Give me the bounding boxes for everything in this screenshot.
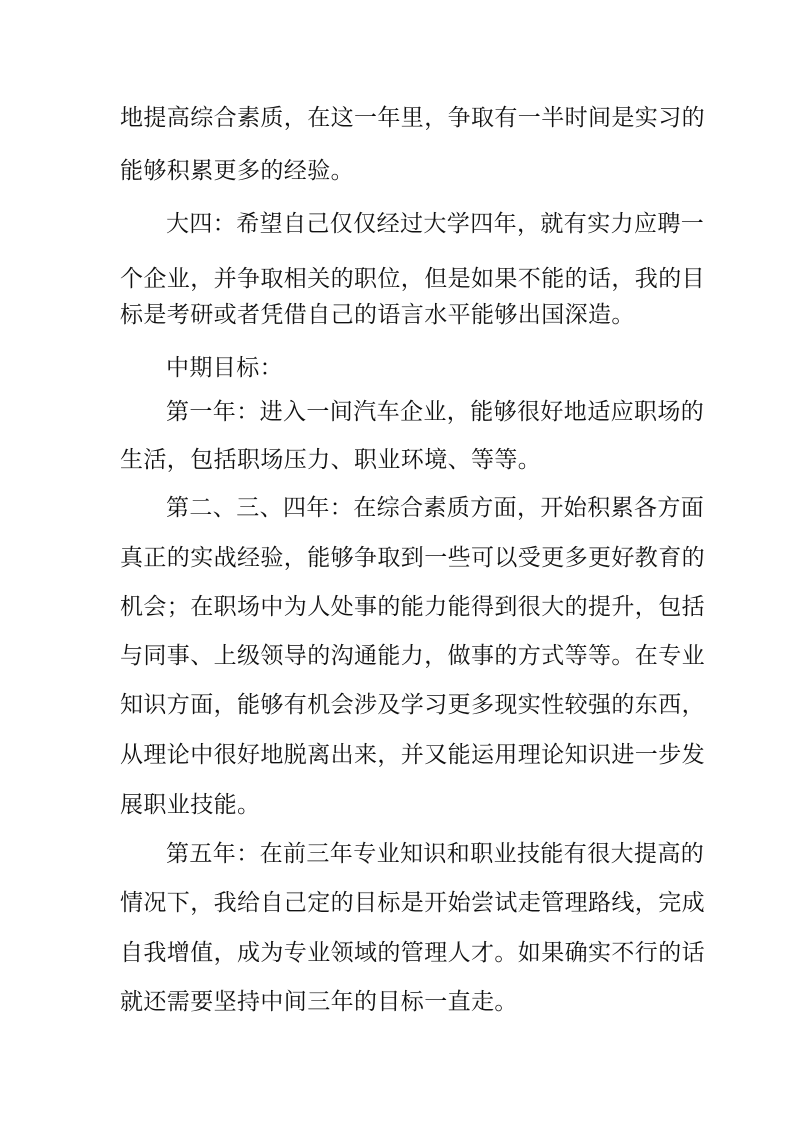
text-line: 能够积累更多的经验。 bbox=[120, 158, 354, 184]
text-line: 大四：希望自己仅仅经过大学四年，就有实力应聘一 bbox=[166, 211, 705, 237]
text-line: 生活，包括职场压力、职业环境、等等。 bbox=[120, 447, 542, 473]
text-line: 标是考研或者凭借自己的语言水平能够出国深造。 bbox=[120, 302, 635, 328]
text-line: 真正的实战经验，能够争取到一些可以受更多更好教育的 bbox=[120, 545, 705, 571]
text-line: 第二、三、四年：在综合素质方面，开始积累各方面 bbox=[166, 495, 705, 521]
text-line: 第一年：进入一间汽车企业，能够很好地适应职场的 bbox=[166, 399, 705, 425]
text-line: 地提高综合素质，在这一年里，争取有一半时间是实习的 bbox=[120, 105, 705, 131]
section-heading: 中期目标： bbox=[166, 355, 283, 381]
text-line: 机会；在职场中为人处事的能力能得到很大的提升，包括 bbox=[120, 594, 705, 620]
text-line: 个企业，并争取相关的职位，但是如果不能的话，我的目 bbox=[120, 266, 705, 292]
text-line: 就还需要坚持中间三年的目标一直走。 bbox=[120, 989, 518, 1015]
text-line: 与同事、上级领导的沟通能力，做事的方式等等。在专业 bbox=[120, 643, 705, 669]
text-line: 第五年：在前三年专业知识和职业技能有很大提高的 bbox=[166, 841, 705, 867]
text-line: 自我增值，成为专业领域的管理人才。如果确实不行的话 bbox=[120, 940, 705, 966]
text-line: 情况下，我给自己定的目标是开始尝试走管理路线，完成 bbox=[120, 890, 705, 916]
text-line: 知识方面，能够有机会涉及学习更多现实性较强的东西， bbox=[120, 692, 705, 718]
text-line: 从理论中很好地脱离出来，并又能运用理论知识进一步发 bbox=[120, 742, 705, 768]
text-line: 展职业技能。 bbox=[120, 792, 261, 818]
